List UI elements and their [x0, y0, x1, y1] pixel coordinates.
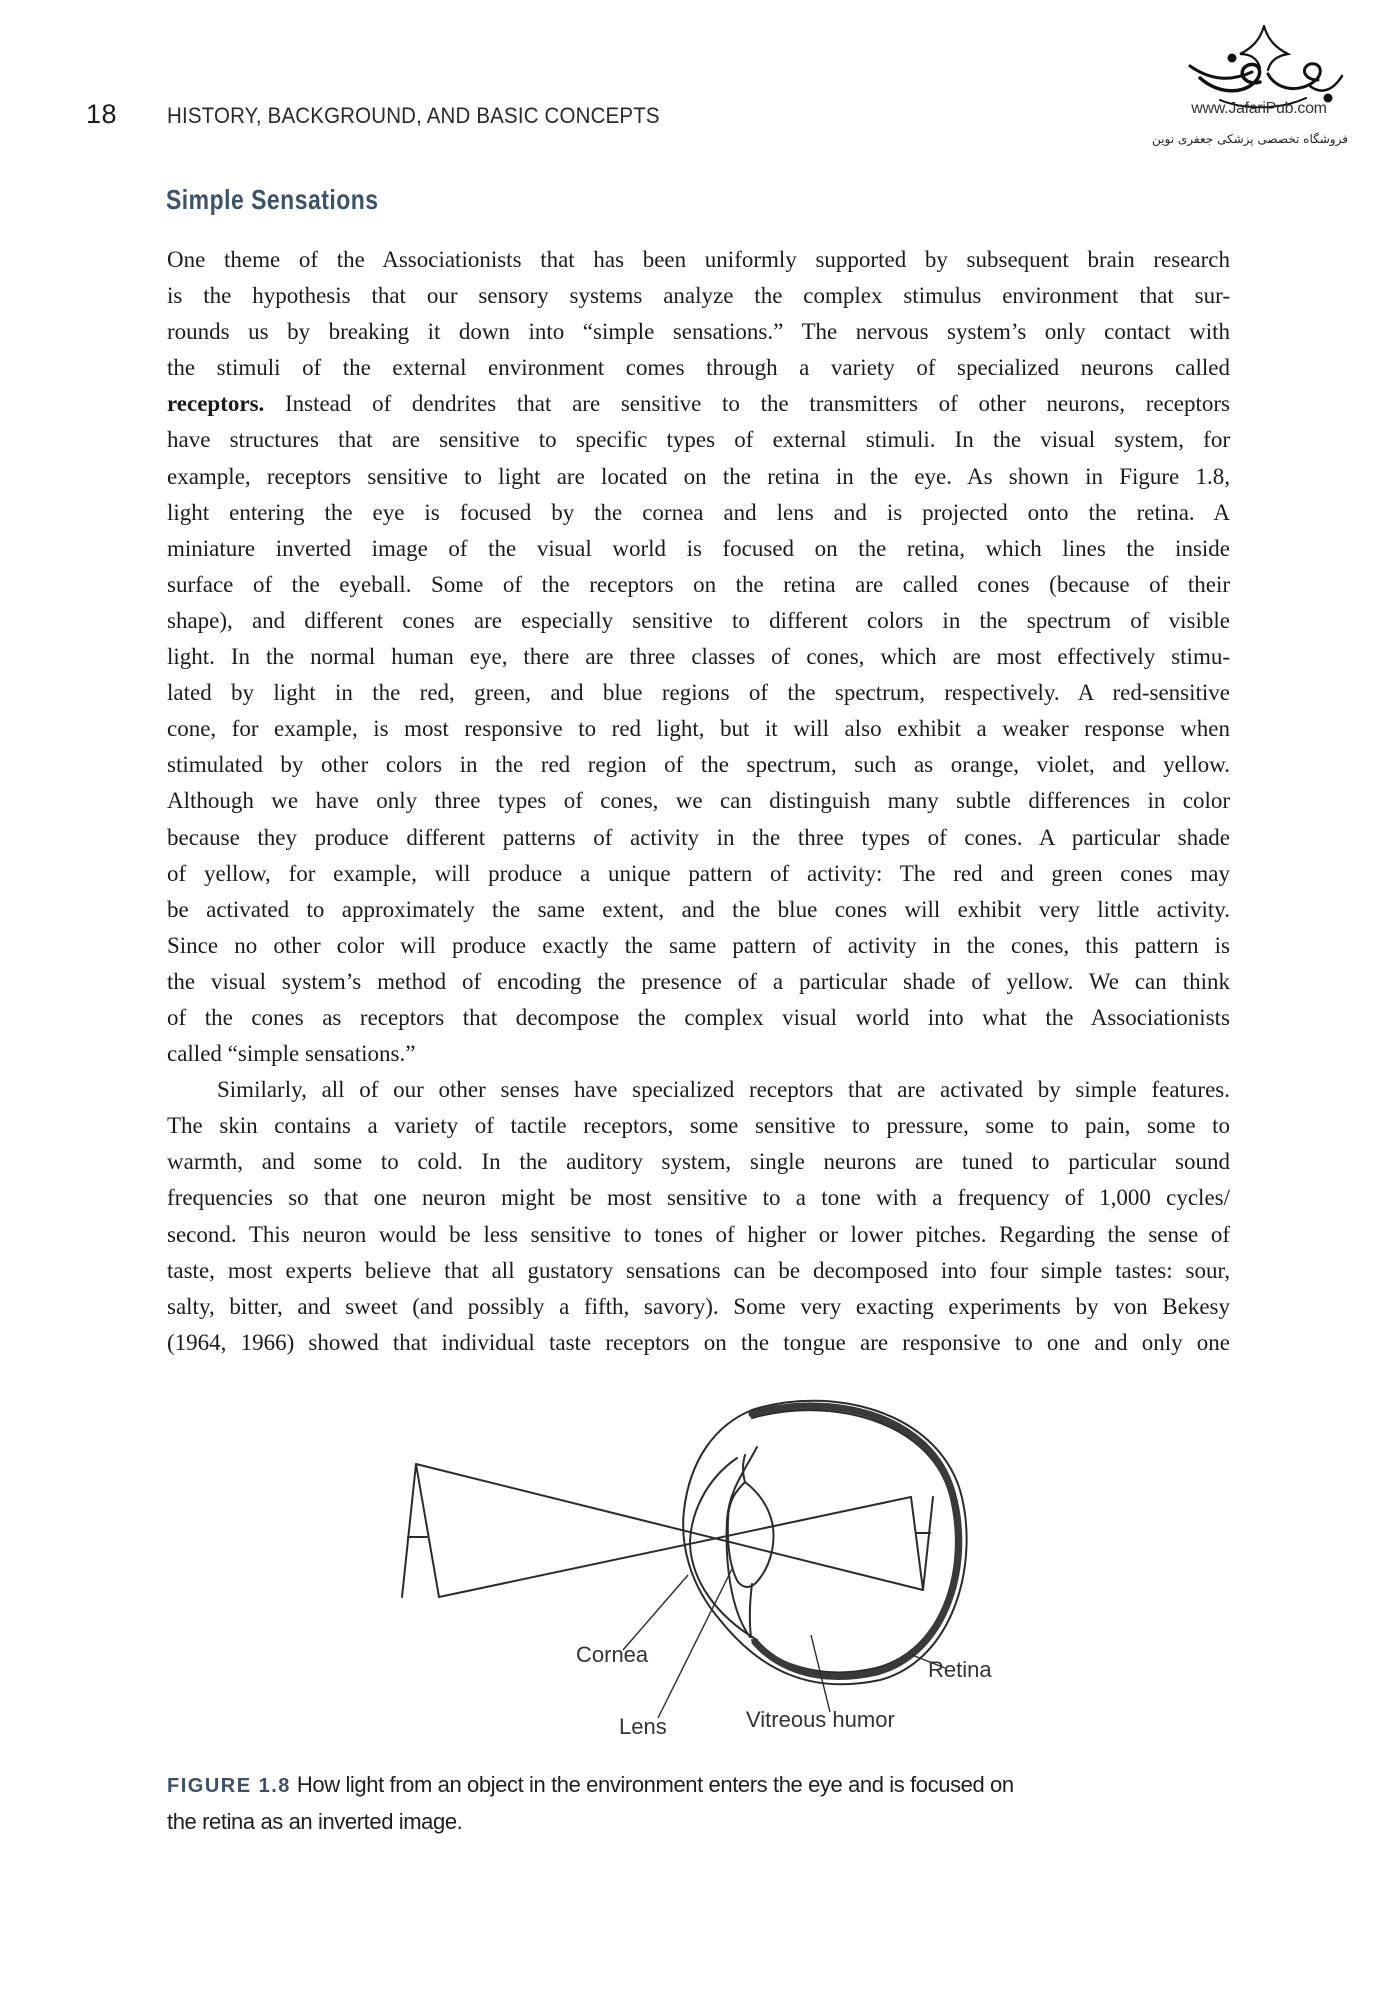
text-line: (1964, 1966) showed that individual taste receptors on the tongue are responsive to one and only one — [167, 1329, 1230, 1355]
leader-cornea — [623, 1575, 688, 1650]
light-ray-top — [416, 1464, 923, 1590]
text-line: because they produce different patterns of activity in the three types of cones. A particular shade — [167, 824, 1230, 850]
text-line: of yellow, for example, will produce a unique pattern of activity: The red and green cones may — [167, 860, 1230, 886]
figure-caption — [167, 1767, 1230, 1840]
text-line: rounds us by breaking it down into “simple sensations.” The nervous system’s only contact with — [167, 319, 1230, 345]
text-line: called “simple sensations.” — [167, 1041, 416, 1067]
text-line: frequencies so that one neuron might be most sensitive to a tone with a frequency of 1,000 cycles/ — [167, 1185, 1230, 1211]
label-cornea: Cornea — [576, 1642, 649, 1667]
key-term: receptors. — [167, 391, 265, 417]
watermark-url: www.JafariPub.com — [1191, 100, 1327, 117]
caption-text: How light from an object in the environment enters the eye and is focused on — [296, 1772, 1014, 1797]
text-line: warmth, and some to cold. In the auditory system, single neurons are tuned to particular sound — [167, 1149, 1230, 1175]
light-ray-bottom — [439, 1497, 911, 1597]
section-heading: Simple Sensations — [166, 184, 379, 215]
text-line: taste, most experts believe that all gustatory sensations can be decomposed into four simple tastes: sour, — [167, 1257, 1230, 1283]
text-line: receptors. Instead of dendrites that are sensitive to the transmitters of other neurons, receptors — [167, 391, 1230, 417]
text-line: of the cones as receptors that decompose the complex visual world into what the Associationists — [167, 1004, 1230, 1030]
text-line: cone, for example, is most responsive to red light, but it will also exhibit a weaker response when — [167, 716, 1230, 742]
text-line: One theme of the Associationists that has been uniformly supported by subsequent brain research — [167, 247, 1230, 272]
text-line: second. This neuron would be less sensitive to tones of higher or lower pitches. Regarding the sense of — [167, 1221, 1230, 1247]
page-number: 18 — [86, 99, 118, 129]
text-line: miniature inverted image of the visual world is focused on the retina, which lines the inside — [167, 535, 1230, 561]
figure-eye-diagram — [0, 1380, 1400, 1760]
text-line: Since no other color will produce exactly the same pattern of activity in the cones, this pattern is — [167, 932, 1230, 958]
caption-text-continued: the retina as an inverted image. — [167, 1809, 463, 1834]
object-arrow — [402, 1464, 439, 1597]
text-line: example, receptors sensitive to light are located on the retina in the eye. As shown in Figure 1.8, — [167, 463, 1230, 489]
text-line: be activated to approximately the same extent, and the blue cones will exhibit very little activity. — [167, 896, 1230, 922]
label-retina: Retina — [928, 1657, 992, 1682]
text-line: Similarly, all of our other senses have specialized receptors that are activated by simple features. — [217, 1077, 1230, 1103]
text-line: the visual system’s method of encoding the presence of a particular shade of yellow. We can think — [167, 968, 1230, 994]
text-line: shape), and different cones are especially sensitive to different colors in the spectrum of visible — [167, 607, 1230, 633]
body-text — [167, 242, 1230, 1361]
text-line: The skin contains a variety of tactile receptors, some sensitive to pressure, some to pain, some to — [167, 1113, 1230, 1139]
label-vitreous-humor: Vitreous humor — [746, 1707, 895, 1732]
text-line: stimulated by other colors in the red region of the spectrum, such as orange, violet, and yellow. — [167, 752, 1230, 778]
text-line: surface of the eyeball. Some of the receptors on the retina are called cones (because of their — [167, 571, 1230, 597]
leader-lens — [658, 1567, 733, 1718]
running-head: HISTORY, BACKGROUND, AND BASIC CONCEPTS — [167, 103, 660, 128]
inverted-image-arrow — [911, 1497, 933, 1590]
text-line: light entering the eye is focused by the cornea and lens and is projected onto the retina. A — [167, 499, 1230, 525]
text-line: the stimuli of the external environment comes through a variety of specialized neurons called — [167, 355, 1230, 381]
text-line: lated by light in the red, green, and blue regions of the spectrum, respectively. A red-sensitive — [167, 680, 1230, 706]
watermark-tagline: فروشگاه تخصصی پزشکی جعفری نوین — [1152, 132, 1348, 146]
label-lens: Lens — [619, 1714, 667, 1739]
text-line: salty, bitter, and sweet (and possibly a fifth, savory). Some very exacting experiments by von Bekesy — [167, 1293, 1230, 1319]
text-line: have structures that are sensitive to specific types of external stimuli. In the visual system, for — [167, 427, 1230, 453]
figure-number: FIGURE 1.8 — [167, 1775, 291, 1797]
eye-diagram-illustration — [0, 1380, 1400, 1760]
text-line: Although we have only three types of cones, we can distinguish many subtle differences in color — [167, 788, 1230, 814]
text-line: light. In the normal human eye, there are three classes of cones, which are most effectively stimu- — [167, 644, 1230, 670]
text-line: is the hypothesis that our sensory systems analyze the complex stimulus environment that sur- — [167, 283, 1230, 309]
